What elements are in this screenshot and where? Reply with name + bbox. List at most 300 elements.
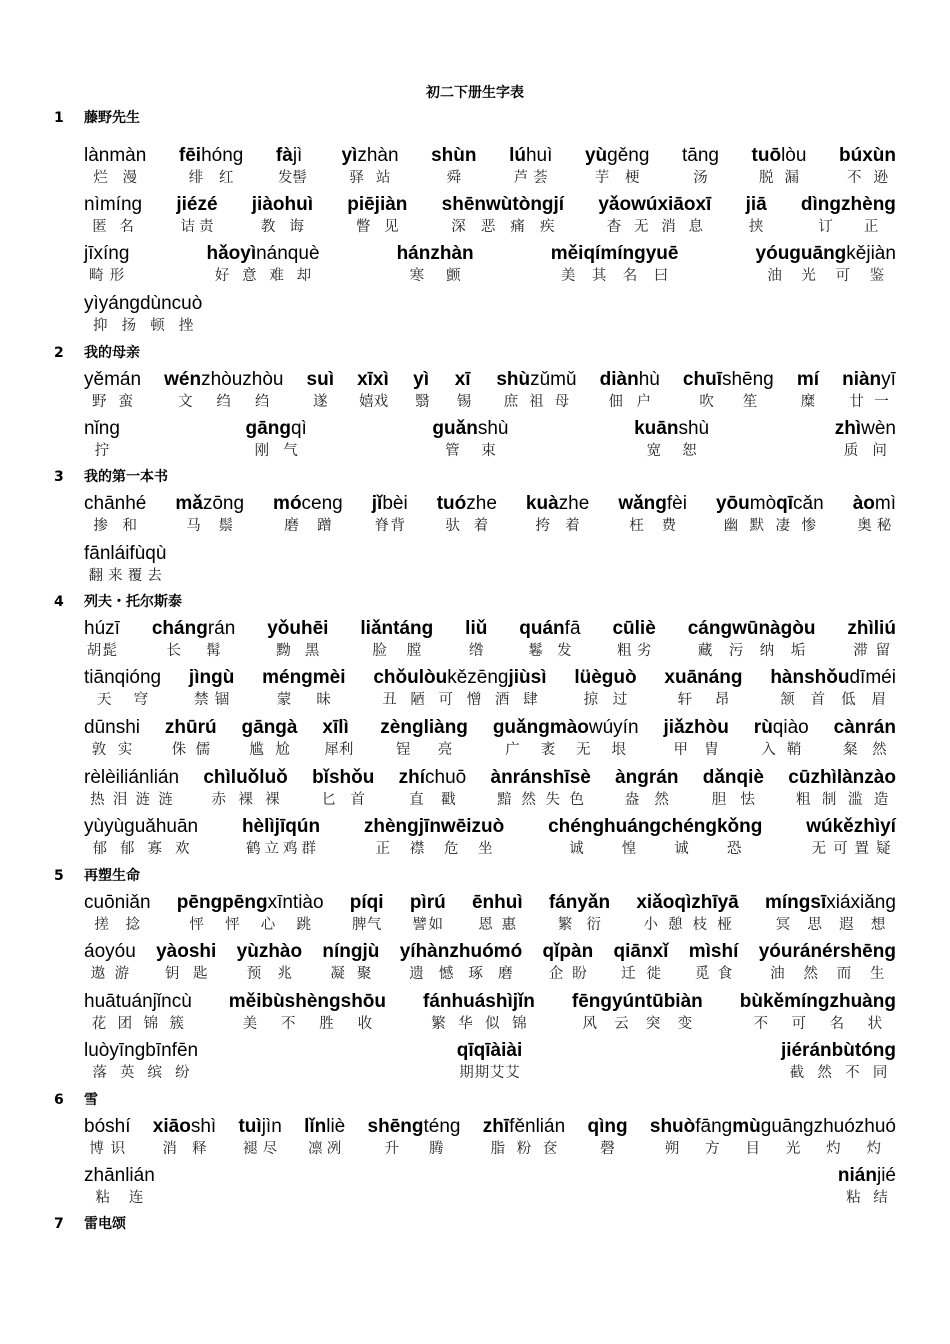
pinyin-segment: fēngyúntūbiàn [571,991,703,1012]
hanzi-char: 教 [260,219,276,235]
hanzi-char: 奁 [542,1141,558,1157]
vocab-word [372,492,408,536]
hanzi [423,1014,535,1034]
pinyin [322,940,379,964]
vocab-word [206,242,319,286]
hanzi-char: 和 [122,518,137,534]
hanzi-char: 怦 [189,917,204,933]
hanzi-char: 实 [117,742,133,758]
hanzi-char: 缤 [147,1065,163,1081]
pinyin-segment: xīntiào [267,892,324,913]
pinyin [519,617,580,641]
vocab-word [664,666,742,710]
hanzi-char: 怯 [740,792,755,808]
pinyin-segment: zhī [482,1116,510,1137]
hanzi [574,690,636,710]
pinyin-segment: wúkězhìyí [806,816,896,837]
vocab-word [84,617,120,661]
hanzi-char: 灼 [826,1141,841,1157]
hanzi-char: 粲 [842,742,858,758]
hanzi-char: 坐 [477,841,493,857]
vocab-word [483,1115,565,1159]
lesson-title: 雷电颂 [84,1216,126,1232]
pinyin [431,144,476,168]
hanzi-char: 好 [214,268,230,284]
vocab-word [84,417,120,461]
vocab-word [84,242,129,286]
pinyin-segment: shù [678,418,710,439]
hanzi-char: 截 [789,1065,805,1081]
vocab-word [203,766,287,810]
hanzi [84,641,120,661]
pinyin [242,716,298,740]
hanzi-char: 藏 [697,643,713,659]
hanzi-char: 粘 [95,1190,110,1206]
hanzi [413,392,432,412]
hanzi-char: 预 [246,966,262,982]
vocab-word [410,891,446,935]
hanzi-char: 鞘 [786,742,802,758]
hanzi-char: 无 [811,841,827,857]
hanzi [756,266,896,286]
pinyin [84,492,146,516]
hanzi-char: 深 [451,219,466,235]
vocab-word [587,1115,627,1159]
pinyin-segment: jì [292,145,303,166]
hanzi-char: 鹤 [245,841,261,857]
hanzi-char: 枉 [629,518,644,534]
hanzi-char: 责 [198,219,214,235]
vocab-word [636,891,738,935]
vocab-word [242,716,298,760]
hanzi-char: 正 [863,219,879,235]
hanzi-char: 烂 [93,170,108,186]
hanzi-char: 挎 [535,518,550,534]
pinyin-segment: fèi [666,493,687,514]
hanzi [437,516,497,536]
pinyin [683,368,774,392]
hanzi-char: 不 [280,1016,296,1032]
hanzi-char: 恶 [480,219,496,235]
pinyin [84,1039,198,1063]
vocab-word [716,492,824,536]
pinyin-segment: ào [852,493,875,514]
hanzi-char: 劣 [636,643,652,659]
pinyin-segment: àngrán [615,767,679,788]
pinyin-segment: xīxì [357,369,389,390]
vocab-word [703,766,764,810]
hanzi-char: 小 [643,917,658,933]
hanzi-char: 去 [147,568,162,584]
pinyin-segment: qìng [587,1116,628,1137]
hanzi-char: 期 [474,1065,490,1081]
hanzi-char: 糜 [800,394,816,410]
pinyin-segment: zhuómó [449,941,523,962]
pinyin [276,144,309,168]
hanzi [84,1014,192,1034]
hanzi-char: 艾 [489,1065,505,1081]
pinyin [801,193,896,217]
hanzi-char: 遂 [313,394,328,410]
hanzi-char: 风 [582,1016,597,1032]
hanzi-char: 鬈 [528,643,543,659]
hanzi-char: 气 [366,917,382,933]
pinyin-segment: fánhuáshìjǐn [423,991,535,1012]
hanzi-char: 绺 [469,643,484,659]
pinyin [413,368,432,392]
pinyin-segment: píqi [349,892,384,913]
pinyin [585,144,649,168]
vocab-line [84,193,896,239]
hanzi-char: 桠 [717,917,732,933]
vocab-word [84,716,140,760]
hanzi [797,392,819,412]
pinyin-segment: chénghuángchéngkǒng [548,816,763,837]
hanzi-char: 黝 [276,643,291,659]
vocab-word [399,766,467,810]
pinyin [806,815,896,839]
pinyin-segment: dīméi [849,667,896,688]
hanzi-char: 凛 [308,1141,323,1157]
pinyin-segment: gāng [245,418,291,439]
pinyin-segment: jiézé [176,194,218,215]
hanzi-char: 而 [836,966,852,982]
pinyin-segment: chuī [682,369,722,390]
hanzi-char: 见 [384,219,399,235]
vocab-line [84,891,896,937]
pinyin [399,766,467,790]
pinyin-segment: tuì [238,1116,262,1137]
pinyin-segment: suì [306,369,334,390]
pinyin-segment: nìmíng [84,194,143,215]
hanzi-char: 垠 [611,742,627,758]
hanzi-char: 郁 [120,841,135,857]
hanzi-char: 直 [409,792,424,808]
pinyin [312,766,374,790]
pinyin-segment: shuò [649,1116,696,1137]
vocab-word [598,193,711,237]
hanzi-char: 梗 [625,170,640,186]
pinyin-segment: zhīyā [691,892,739,913]
lesson-number: 5 [54,868,64,884]
hanzi-char: 翳 [415,394,430,410]
pinyin [746,193,767,217]
hanzi-char: 锃 [395,742,411,758]
hanzi [752,168,807,188]
pinyin-segment: yǎowúxiāoxī [598,194,712,215]
hanzi [273,516,343,536]
hanzi-char: 憎 [466,692,482,708]
pinyin-segment: tuō [751,145,782,166]
hanzi-char: 花 [91,1016,107,1032]
pinyin-segment: mìshí [688,941,739,962]
vocab-line [84,666,896,712]
hanzi-char: 过 [612,692,628,708]
pinyin-segment: bùkěmíngzhuàng [739,991,896,1012]
pinyin [432,417,508,441]
vocab-word [84,1115,130,1159]
pinyin [455,368,474,392]
hanzi-char: 变 [677,1016,693,1032]
vocab-word [543,940,594,984]
hanzi-char: 髯 [206,643,221,659]
hanzi [455,392,474,412]
hanzi-char: 状 [867,1016,883,1032]
hanzi [176,217,217,237]
pinyin-segment: shùn [431,145,477,166]
pinyin [437,492,497,516]
pinyin [84,1115,130,1139]
lesson-number: 4 [54,594,64,610]
hanzi-char: 纳 [759,643,775,659]
hanzi-char: 磬 [600,1141,615,1157]
hanzi-char: 遐 [839,917,854,933]
hanzi-char: 盎 [624,792,640,808]
hanzi-char: 油 [770,966,785,982]
hanzi [615,790,678,810]
hanzi-char: 然 [817,1065,832,1081]
pinyin [84,815,198,839]
pinyin-segment: qīqīàiài [456,1040,523,1061]
hanzi-char: 昂 [714,692,730,708]
vocab-word [237,940,302,984]
hanzi-char: 不 [846,170,862,186]
pinyin-segment: lòu [781,145,807,166]
hanzi-char: 不 [753,1016,768,1032]
vocab-word [84,1039,198,1083]
hanzi-char: 聚 [356,966,372,982]
pinyin-segment: rù [753,717,773,738]
hanzi-char: 涟 [135,792,151,808]
vocab-word [838,1164,896,1208]
pinyin [752,144,807,168]
pinyin-segment: shù [496,369,531,390]
hanzi-char: 制 [821,792,837,808]
hanzi [179,168,243,188]
vocab-line [84,292,896,338]
pinyin [703,766,764,790]
hanzi [364,839,504,859]
lesson-heading [54,1090,98,1110]
pinyin-segment: liè [326,1116,346,1137]
vocab-word [746,193,767,237]
hanzi-char: 赤 [211,792,226,808]
pinyin [238,1115,281,1139]
vocab-word [756,242,896,286]
hanzi-char: 恐 [726,841,742,857]
pinyin [493,716,639,740]
hanzi-char: 天 [97,692,112,708]
vocab-word [797,368,819,412]
pinyin [203,766,287,790]
pinyin [397,242,474,266]
pinyin [400,940,522,964]
vocab-word [572,990,703,1034]
vocab-word [189,666,234,710]
hanzi-char: 杳 [606,219,622,235]
pinyin [587,1115,627,1139]
hanzi-char: 酒 [494,692,510,708]
hanzi-char: 逊 [873,170,888,186]
hanzi [206,266,319,286]
pinyin-segment: xiāo [152,1116,191,1137]
hanzi-char: 裸 [265,792,280,808]
pinyin-segment: wén [164,369,202,390]
hanzi-char: 脊 [374,518,389,534]
hanzi-char: 褪 [243,1141,258,1157]
pinyin [847,617,896,641]
hanzi-char: 艾 [505,1065,520,1081]
hanzi [372,516,408,536]
vocab-word [549,891,610,935]
pinyin [206,242,319,266]
hanzi-char: 灼 [866,1141,882,1157]
hanzi-char: 惠 [501,917,517,933]
hanzi [509,168,552,188]
hanzi-char: 如 [428,917,443,933]
pinyin-segment: yī [881,369,896,390]
vocab-word [834,716,896,760]
vocab-line [84,940,896,986]
pinyin [189,666,234,690]
pinyin-segment: qiào [772,717,809,738]
hanzi [84,740,140,760]
pinyin [423,990,535,1014]
pinyin-segment: zǔmǔ [530,369,577,390]
pinyin-segment: qī [776,493,794,514]
vocab-word [175,492,244,536]
hanzi-char: 华 [458,1016,473,1032]
pinyin [84,617,120,641]
hanzi [716,516,824,536]
vocab-word [347,193,407,237]
pinyin-segment: yùzhào [236,941,303,962]
hanzi-char: 恩 [478,917,493,933]
hanzi-char: 绉 [216,394,232,410]
lesson-number: 3 [54,469,64,485]
vocab-word [322,940,379,984]
pinyin-segment: kějiàn [846,243,896,264]
hanzi-char: 形 [109,268,125,284]
vocab-word [770,666,896,710]
hanzi [242,740,298,760]
hanzi-char: 恕 [682,443,697,459]
vocab-word [304,1115,345,1159]
pinyin [842,368,896,392]
vocab-line [84,716,896,762]
pinyin [572,990,703,1014]
hanzi-char: 心 [260,917,276,933]
pinyin-segment: lú [509,145,526,166]
hanzi-char: 襟 [409,841,425,857]
pinyin [84,542,166,566]
vocab-line [84,242,896,288]
vocab-word [176,193,217,237]
pinyin [373,666,546,690]
pinyin-segment: xiáxiǎng [826,892,896,913]
hanzi [847,641,896,661]
hanzi [368,1139,461,1159]
pinyin [237,940,302,964]
hanzi-char: 危 [443,841,459,857]
hanzi [84,516,146,536]
pinyin-segment: hù [638,369,660,390]
pinyin [357,368,390,392]
hanzi [682,168,719,188]
hanzi-char: 然 [803,966,818,982]
hanzi [165,740,217,760]
lesson-heading [54,1214,126,1234]
hanzi-char: 发 [277,170,293,186]
hanzi [84,839,198,859]
pinyin [549,891,610,915]
hanzi-char: 钥 [164,966,180,982]
pinyin-segment: zōng [202,493,245,514]
pinyin [457,1039,522,1063]
pinyin [663,716,728,740]
lesson-title: 我的第一本书 [84,469,168,485]
hanzi-char: 漏 [784,170,799,186]
hanzi-char: 管 [445,443,460,459]
hanzi-char: 息 [688,219,703,235]
hanzi [84,566,166,586]
pinyin [600,368,660,392]
hanzi [842,392,896,412]
vocab-word [683,368,774,412]
pinyin-segment: shì [190,1116,217,1137]
pinyin [615,766,678,790]
pinyin-segment: diàn [599,369,639,390]
pinyin-segment: měibùshèngshōu [228,991,387,1012]
hanzi [457,1063,522,1083]
pinyin [84,368,141,392]
hanzi [650,1139,896,1159]
hanzi-char: 顿 [150,318,165,334]
hanzi [614,964,669,984]
hanzi [276,168,309,188]
vocab-word [397,242,474,286]
hanzi [322,964,379,984]
lesson-title: 藤野先生 [84,110,140,126]
hanzi-char: 热 [90,792,105,808]
pinyin [84,940,136,964]
hanzi-char: 结 [873,1190,888,1206]
pinyin-segment: hǎoyì [206,243,257,264]
hanzi-char: 难 [269,268,284,284]
pinyin [175,492,244,516]
hanzi-char: 鉴 [869,268,885,284]
hanzi-char: 名 [119,219,134,235]
pinyin [153,1115,216,1139]
pinyin [650,1115,896,1139]
pinyin-segment: méngmèi [262,667,346,688]
pinyin-segment: liǔ [465,618,488,639]
pinyin-segment: cháng [151,618,208,639]
vocab-word [491,766,591,810]
hanzi-char: 匿 [92,219,107,235]
pinyin [612,617,655,641]
hanzi-char: 气 [283,443,298,459]
vocab-word [437,492,497,536]
hanzi-char: 发 [556,643,572,659]
hanzi-char: 可 [791,1016,807,1032]
hanzi [663,740,728,760]
pinyin-segment: chìluǒluǒ [203,767,288,788]
vocab-line [84,417,896,463]
hanzi [838,1188,896,1208]
pinyin [465,617,487,641]
vocab-word [84,766,179,810]
